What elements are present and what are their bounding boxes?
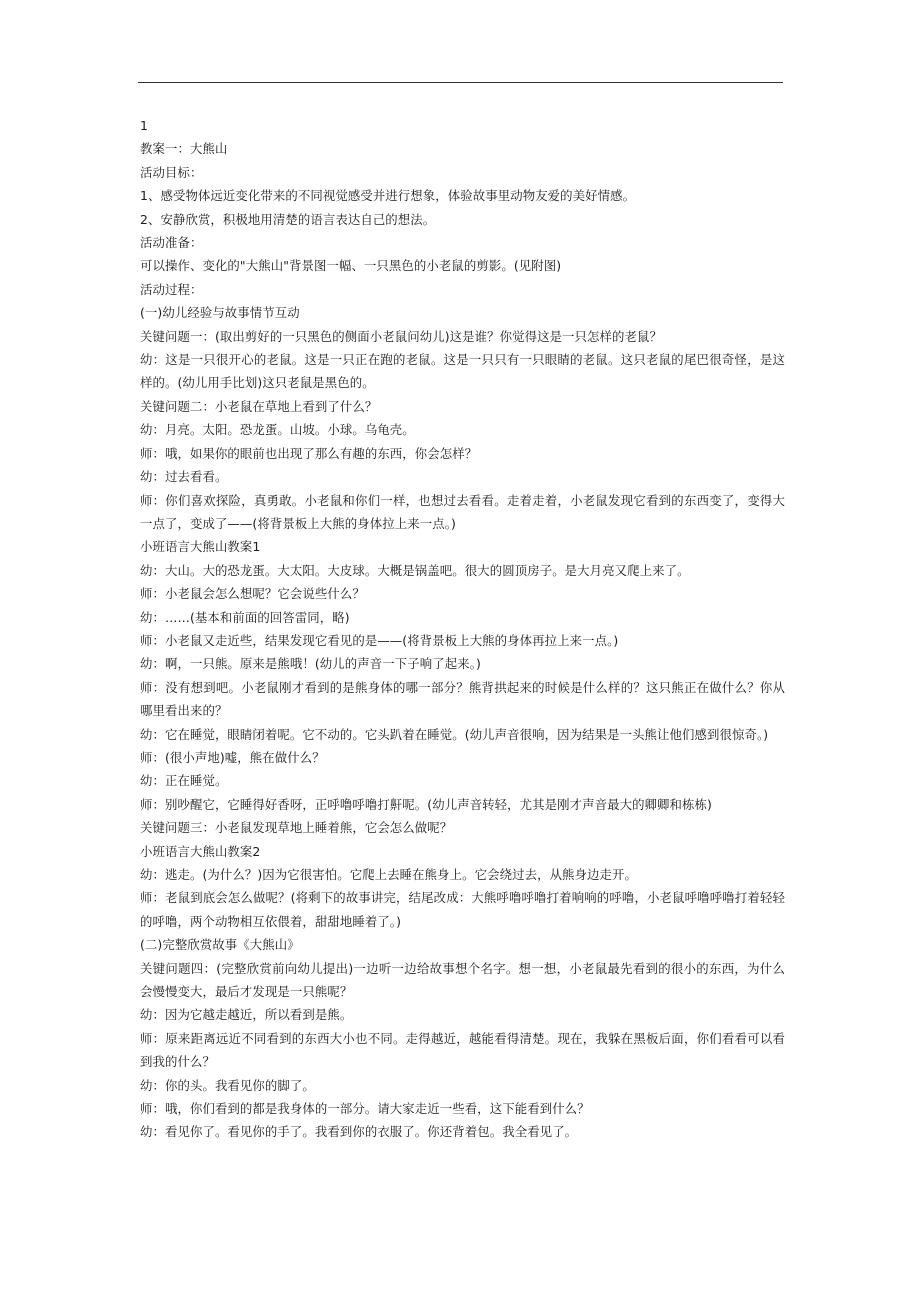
dialogue-paragraph: 幼：正在睡觉。 <box>140 773 228 789</box>
key-question-2: 关键问题二：小老鼠在草地上看到了什么？ <box>140 398 378 414</box>
dialogue-paragraph: 幼：你的头。我看见你的脚了。 <box>140 1077 315 1093</box>
dialogue-paragraph: 幼：……(基本和前面的回答雷同，略) <box>140 609 350 625</box>
dialogue-paragraph: 幼：这是一只很开心的老鼠。这是一只正在跑的老鼠。这是一只只有一只眼睛的老鼠。这只老鼠的尾巴很奇怪，是这样的。(幼儿用手比划)这只老鼠是黑色的。 <box>140 352 785 391</box>
dialogue-paragraph: 师：(很小声地)嘘，熊在做什么？ <box>140 749 325 765</box>
dialogue-paragraph: 幼：因为它越走越近，所以看到是熊。 <box>140 1007 353 1023</box>
section-heading-process: 活动过程： <box>140 281 203 297</box>
dialogue-paragraph: 师：老鼠到底会怎么做呢？(将剩下的故事讲完，结尾改成：大熊呼噜呼噜打着响响的呼噜，小老鼠呼噜呼噜打着轻轻的呼噜，两个动物相互依偎着，甜甜地睡着了。) <box>140 890 785 929</box>
preparation-text: 可以操作、变化的"大熊山"背景图一幅、一只黑色的小老鼠的剪影。(见附图) <box>140 258 562 274</box>
dialogue-paragraph: 幼：啊，一只熊。原来是熊哦！(幼儿的声音一下子响了起来。) <box>140 656 481 672</box>
goal-item-1: 1、感受物体远近变化带来的不同视觉感受并进行想象，体验故事里动物友爱的美好情感。 <box>140 188 636 204</box>
header-rule <box>138 82 783 83</box>
goal-item-2: 2、安静欣赏，积极地用清楚的语言表达自己的想法。 <box>140 211 436 227</box>
dialogue-paragraph: 师：哦，你们看到的都是我身体的一部分。请大家走近一些看，这下能看到什么？ <box>140 1101 590 1117</box>
dialogue-paragraph: 幼：它在睡觉，眼睛闭着呢。它不动的。它头趴着在睡觉。(幼儿声音很响，因为结果是一头熊让他们感到很惊奇。) <box>140 726 769 742</box>
key-question-1: 关键问题一：(取出剪好的一只黑色的侧面小老鼠问幼儿)这是谁？你觉得这是一只怎样的老鼠？ <box>140 328 662 344</box>
subsection-heading-2: (二)完整欣赏故事《大熊山》 <box>140 937 300 953</box>
dialogue-paragraph: 师：小老鼠又走近些，结果发现它看见的是——(将背景板上大熊的身体再拉上来一点。) <box>140 632 619 648</box>
dialogue-paragraph: 师：哦，如果你的眼前也出现了那么有趣的东西，你会怎样？ <box>140 445 478 461</box>
section-marker-1: 小班语言大熊山教案1 <box>140 539 261 555</box>
dialogue-paragraph: 幼：过去看看。 <box>140 469 228 485</box>
dialogue-paragraph: 师：原来距离远近不同看到的东西大小也不同。走得越近，越能看得清楚。现在，我躲在黑板后面，你们看看可以看到我的什么？ <box>140 1030 785 1070</box>
dialogue-paragraph: 幼：逃走。(为什么？)因为它很害怕。它爬上去睡在熊身上。它会绕过去，从熊身边走开。 <box>140 867 638 882</box>
document-body <box>140 114 785 1144</box>
dialogue-paragraph: 幼：看见你了。看见你的手了。我看到你的衣服了。你还背着包。我全看见了。 <box>140 1124 578 1140</box>
dialogue-paragraph: 师：没有想到吧。小老鼠刚才看到的是熊身体的哪一部分？熊背拱起来的时候是什么样的？这只熊正在做什么？你从哪里看出来的？ <box>140 679 785 719</box>
dialogue-paragraph: 师：你们喜欢探险，真勇敢。小老鼠和你们一样，也想过去看看。走着走着，小老鼠发现它看到的东西变了，变得大一点了，变成了——(将背景板上大熊的身体拉上来一点。) <box>140 492 785 531</box>
dialogue-paragraph: 师：小老鼠会怎么想呢？它会说些什么？ <box>140 586 365 602</box>
dialogue-paragraph: 幼：月亮。太阳。恐龙蛋。山坡。小球。乌龟壳。 <box>140 422 415 438</box>
section-heading-preparation: 活动准备： <box>140 235 203 251</box>
section-marker-2: 小班语言大熊山教案2 <box>140 843 261 859</box>
subsection-heading-1: (一)幼儿经验与故事情节互动 <box>140 305 300 321</box>
key-question-3: 关键问题三：小老鼠发现草地上睡着熊，它会怎么做呢？ <box>140 820 453 836</box>
dialogue-paragraph: 幼：大山。大的恐龙蛋。大太阳。大皮球。大概是锅盖吧。很大的圆顶房子。是大月亮又爬上来了。 <box>140 562 690 578</box>
section-heading-goals: 活动目标： <box>140 164 203 180</box>
dialogue-paragraph: 师：别吵醒它，它睡得好香呀，正呼噜呼噜打鼾呢。(幼儿声音转轻，尤其是刚才声音最大的卿卿和栋栋) <box>140 796 712 812</box>
page-number: 1 <box>140 118 148 133</box>
key-question-4: 关键问题四：(完整欣赏前向幼儿提出)一边听一边给故事想个名字。想一想，小老鼠最先看到的很小的东西，为什么会慢慢变大，最后才发现是一只熊呢？ <box>140 960 785 1000</box>
lesson-title: 教案一：大熊山 <box>140 141 228 157</box>
